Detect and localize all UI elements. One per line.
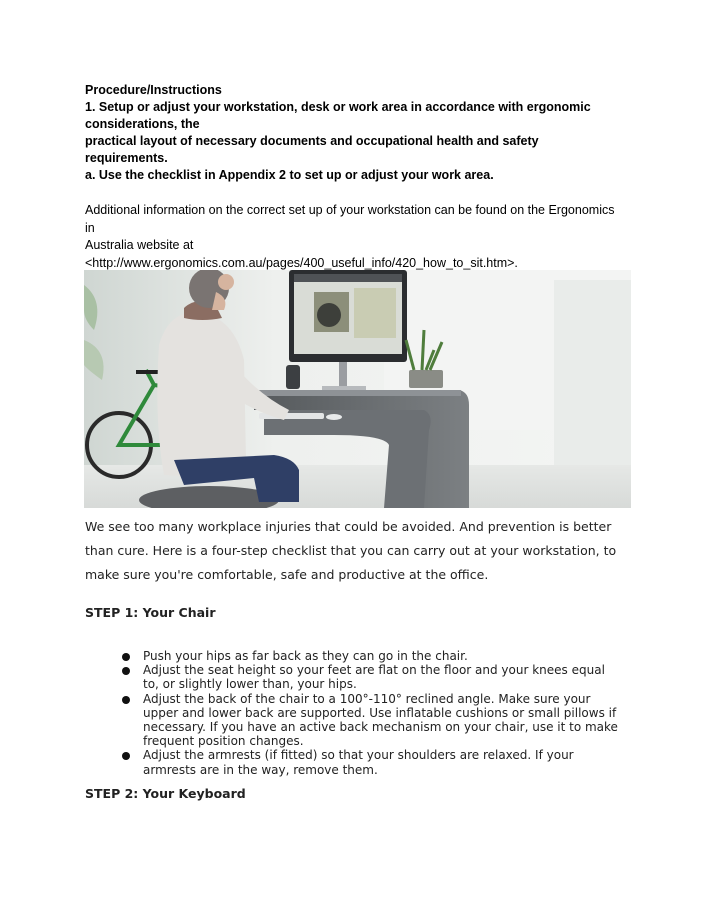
intro-paragraph	[85, 515, 645, 587]
info-url-line: <http://www.ergonomics.com.au/pages/400_useful_info/420_how_to_sit.htm>.	[85, 255, 518, 270]
intro-line: make sure you're comfortable, safe and productive at the office.	[85, 567, 489, 582]
heading-line: requirements.	[85, 151, 168, 165]
info-line: Australia website at	[85, 238, 194, 252]
list-item: Adjust the armrests (if fitted) so that your shoulders are relaxed. If your armrests are in the way, remove them.	[120, 748, 640, 776]
info-line: in	[85, 220, 95, 235]
step-2-heading: STEP 2: Your Keyboard	[85, 786, 246, 801]
list-item: Push your hips as far back as they can go in the chair.	[120, 649, 640, 663]
step-1-heading: STEP 1: Your Chair	[85, 605, 216, 620]
heading-line: considerations, the	[85, 117, 200, 131]
intro-line: We see too many workplace injuries that could be avoided. And prevention is better	[85, 519, 612, 534]
bullet-icon	[122, 653, 130, 661]
list-item: Adjust the seat height so your feet are flat on the floor and your knees equal to, or slightly lower than, your hips.	[120, 663, 640, 691]
procedure-heading	[85, 82, 645, 184]
heading-line: Procedure/Instructions	[85, 83, 222, 97]
intro-line: than cure. Here is a four-step checklist that you can carry out at your workstation, to	[85, 543, 617, 558]
heading-line: a. Use the checklist in Appendix 2 to set up or adjust your work area.	[85, 168, 494, 182]
info-line: Additional information on the correct set up of your workstation can be found on the Ergonomics	[85, 203, 615, 217]
list-item: Adjust the back of the chair to a 100°-110° reclined angle. Make sure your upper and lower back are supported. Use inflatable cushions or small pillows if necessary. If you have an active back mechanism on your chair, use it to make frequent position changes.	[120, 692, 640, 749]
heading-line: practical layout of necessary documents and occupational health and safety	[85, 134, 539, 148]
workstation-photo	[84, 270, 631, 508]
bullet-icon	[122, 752, 130, 760]
additional-info-paragraph	[85, 202, 645, 272]
bullet-icon	[122, 696, 130, 704]
bullet-icon	[122, 667, 130, 675]
chair-checklist	[120, 649, 640, 777]
heading-line: 1. Setup or adjust your workstation, desk or work area in accordance with ergonomic	[85, 100, 591, 114]
